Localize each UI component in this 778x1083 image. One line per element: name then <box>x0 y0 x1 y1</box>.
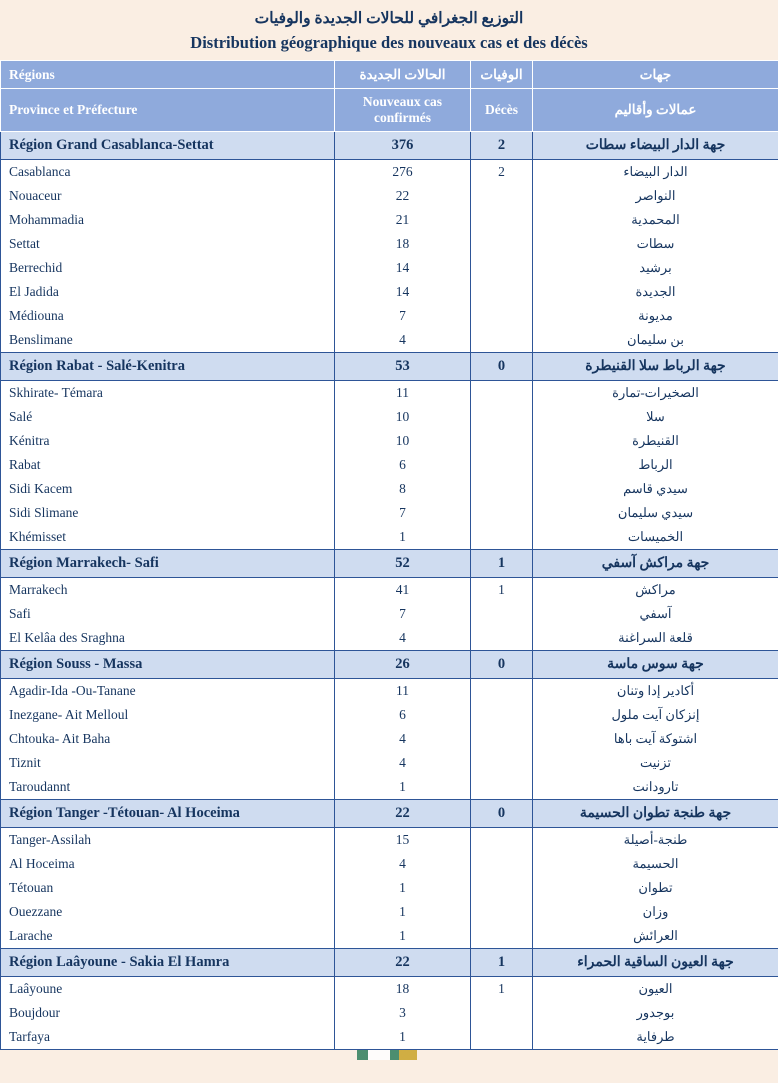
province-deaths <box>471 876 533 900</box>
region-row <box>1 949 778 977</box>
province-deaths <box>471 280 533 304</box>
province-name-fr: Tanger-Assilah <box>1 828 335 853</box>
header-regions-ar: جهات <box>533 61 778 89</box>
province-new-cases: 8 <box>335 477 471 501</box>
province-name-fr: Agadir-Ida -Ou-Tanane <box>1 679 335 704</box>
header-new-cases-ar: الحالات الجديدة <box>335 61 471 89</box>
footer-strip <box>0 1050 778 1060</box>
region-name-ar: جهة العيون الساقية الحمراء <box>533 949 778 977</box>
province-new-cases: 1 <box>335 775 471 800</box>
province-name-fr: Mohammadia <box>1 208 335 232</box>
province-name-fr: Inezgane- Ait Melloul <box>1 703 335 727</box>
province-new-cases: 4 <box>335 328 471 353</box>
region-new-cases: 22 <box>335 949 471 977</box>
province-row <box>1 977 778 1002</box>
region-name-fr: Région Grand Casablanca-Settat <box>1 132 335 160</box>
region-name-fr: Région Rabat - Salé-Kenitra <box>1 353 335 381</box>
province-name-fr: Khémisset <box>1 525 335 550</box>
province-new-cases: 22 <box>335 184 471 208</box>
province-new-cases: 1 <box>335 900 471 924</box>
region-new-cases: 376 <box>335 132 471 160</box>
province-deaths <box>471 1001 533 1025</box>
table-header-row-1 <box>1 61 778 89</box>
province-deaths <box>471 900 533 924</box>
region-deaths: 0 <box>471 651 533 679</box>
province-deaths <box>471 405 533 429</box>
province-deaths <box>471 924 533 949</box>
province-name-fr: Nouaceur <box>1 184 335 208</box>
province-row <box>1 679 778 704</box>
province-deaths <box>471 1025 533 1050</box>
province-new-cases: 1 <box>335 876 471 900</box>
province-name-fr: Larache <box>1 924 335 949</box>
province-name-ar: مراكش <box>533 578 778 603</box>
table-body <box>1 132 778 1050</box>
province-deaths <box>471 328 533 353</box>
province-deaths: 1 <box>471 578 533 603</box>
province-name-ar: الجديدة <box>533 280 778 304</box>
province-name-fr: Laâyoune <box>1 977 335 1002</box>
province-row <box>1 453 778 477</box>
province-name-fr: Taroudannt <box>1 775 335 800</box>
province-name-ar: اشتوكة آيت باها <box>533 727 778 751</box>
geographic-distribution-table <box>0 60 778 1050</box>
province-new-cases: 41 <box>335 578 471 603</box>
region-row <box>1 550 778 578</box>
province-row <box>1 381 778 406</box>
table-header-row-2 <box>1 89 778 132</box>
province-name-ar: العرائش <box>533 924 778 949</box>
province-row <box>1 626 778 651</box>
province-name-fr: Sidi Slimane <box>1 501 335 525</box>
province-row <box>1 160 778 185</box>
region-new-cases: 22 <box>335 800 471 828</box>
province-new-cases: 7 <box>335 501 471 525</box>
region-deaths: 0 <box>471 353 533 381</box>
province-new-cases: 11 <box>335 381 471 406</box>
province-name-ar: الصخيرات-تمارة <box>533 381 778 406</box>
province-row <box>1 501 778 525</box>
region-new-cases: 52 <box>335 550 471 578</box>
region-name-fr: Région Tanger -Tétouan- Al Hoceima <box>1 800 335 828</box>
province-deaths <box>471 429 533 453</box>
region-name-ar: جهة سوس ماسة <box>533 651 778 679</box>
province-deaths <box>471 381 533 406</box>
province-deaths <box>471 525 533 550</box>
province-new-cases: 11 <box>335 679 471 704</box>
province-row <box>1 775 778 800</box>
province-new-cases: 6 <box>335 703 471 727</box>
province-name-ar: مديونة <box>533 304 778 328</box>
province-name-fr: Benslimane <box>1 328 335 353</box>
province-row <box>1 1001 778 1025</box>
province-row <box>1 525 778 550</box>
page-title-french: Distribution géographique des nouveaux cas et des décès <box>190 32 588 52</box>
province-row <box>1 703 778 727</box>
province-name-ar: بن سليمان <box>533 328 778 353</box>
header-regions-fr: Régions <box>1 61 335 89</box>
footer-logo-mark <box>357 1050 417 1060</box>
province-row <box>1 328 778 353</box>
province-row <box>1 208 778 232</box>
province-row <box>1 602 778 626</box>
region-row <box>1 800 778 828</box>
province-row <box>1 852 778 876</box>
province-name-ar: الرباط <box>533 453 778 477</box>
province-name-ar: تارودانت <box>533 775 778 800</box>
province-deaths: 1 <box>471 977 533 1002</box>
province-name-ar: العيون <box>533 977 778 1002</box>
province-name-ar: المحمدية <box>533 208 778 232</box>
province-row <box>1 828 778 853</box>
province-new-cases: 4 <box>335 852 471 876</box>
province-row <box>1 232 778 256</box>
province-name-ar: آسفي <box>533 602 778 626</box>
region-row <box>1 132 778 160</box>
province-row <box>1 304 778 328</box>
province-new-cases: 14 <box>335 256 471 280</box>
province-row <box>1 727 778 751</box>
province-new-cases: 7 <box>335 304 471 328</box>
province-row <box>1 900 778 924</box>
province-deaths <box>471 232 533 256</box>
header-deaths-ar: الوفيات <box>471 61 533 89</box>
province-new-cases: 276 <box>335 160 471 185</box>
province-row <box>1 429 778 453</box>
province-new-cases: 1 <box>335 924 471 949</box>
province-deaths <box>471 184 533 208</box>
region-new-cases: 26 <box>335 651 471 679</box>
province-name-fr: Chtouka- Ait Baha <box>1 727 335 751</box>
province-deaths <box>471 703 533 727</box>
province-new-cases: 3 <box>335 1001 471 1025</box>
province-row <box>1 280 778 304</box>
province-name-ar: القنيطرة <box>533 429 778 453</box>
province-name-fr: Boujdour <box>1 1001 335 1025</box>
province-row <box>1 578 778 603</box>
region-name-ar: جهة طنجة تطوان الحسيمة <box>533 800 778 828</box>
province-name-ar: سيدي قاسم <box>533 477 778 501</box>
province-name-ar: سيدي سليمان <box>533 501 778 525</box>
province-row <box>1 477 778 501</box>
province-row <box>1 876 778 900</box>
document-titles <box>0 0 778 60</box>
province-name-ar: طرفاية <box>533 1025 778 1050</box>
province-name-ar: قلعة السراغنة <box>533 626 778 651</box>
province-deaths: 2 <box>471 160 533 185</box>
province-deaths <box>471 679 533 704</box>
province-row <box>1 1025 778 1050</box>
province-name-fr: Berrechid <box>1 256 335 280</box>
province-name-fr: Safi <box>1 602 335 626</box>
province-deaths <box>471 751 533 775</box>
province-deaths <box>471 256 533 280</box>
region-deaths: 0 <box>471 800 533 828</box>
province-name-ar: وزان <box>533 900 778 924</box>
province-row <box>1 924 778 949</box>
province-name-fr: Casablanca <box>1 160 335 185</box>
province-name-ar: النواصر <box>533 184 778 208</box>
region-name-fr: Région Marrakech- Safi <box>1 550 335 578</box>
header-province-ar: عمالات وأقاليم <box>533 89 778 132</box>
province-name-fr: Tétouan <box>1 876 335 900</box>
province-name-fr: Al Hoceima <box>1 852 335 876</box>
province-name-fr: Skhirate- Témara <box>1 381 335 406</box>
page-title-arabic: التوزيع الجغرافي للحالات الجديدة والوفيات <box>254 10 524 27</box>
province-name-fr: Médiouna <box>1 304 335 328</box>
province-new-cases: 4 <box>335 751 471 775</box>
region-name-ar: جهة الدار البيضاء سطات <box>533 132 778 160</box>
province-name-fr: Sidi Kacem <box>1 477 335 501</box>
province-new-cases: 1 <box>335 525 471 550</box>
province-deaths <box>471 626 533 651</box>
province-name-fr: Tarfaya <box>1 1025 335 1050</box>
province-new-cases: 21 <box>335 208 471 232</box>
province-name-ar: بوجدور <box>533 1001 778 1025</box>
province-deaths <box>471 477 533 501</box>
province-new-cases: 7 <box>335 602 471 626</box>
region-row <box>1 353 778 381</box>
region-name-fr: Région Laâyoune - Sakia El Hamra <box>1 949 335 977</box>
province-deaths <box>471 775 533 800</box>
province-name-fr: Tiznit <box>1 751 335 775</box>
province-new-cases: 18 <box>335 232 471 256</box>
province-name-ar: تزنيت <box>533 751 778 775</box>
region-name-ar: جهة مراكش آسفي <box>533 550 778 578</box>
region-row <box>1 651 778 679</box>
province-new-cases: 14 <box>335 280 471 304</box>
province-row <box>1 405 778 429</box>
province-deaths <box>471 501 533 525</box>
province-new-cases: 10 <box>335 405 471 429</box>
province-name-fr: El Jadida <box>1 280 335 304</box>
province-name-fr: El Kelâa des Sraghna <box>1 626 335 651</box>
province-name-fr: Marrakech <box>1 578 335 603</box>
province-name-ar: تطوان <box>533 876 778 900</box>
province-name-ar: برشيد <box>533 256 778 280</box>
province-name-fr: Settat <box>1 232 335 256</box>
province-deaths <box>471 727 533 751</box>
province-row <box>1 184 778 208</box>
province-name-fr: Salé <box>1 405 335 429</box>
region-new-cases: 53 <box>335 353 471 381</box>
province-new-cases: 6 <box>335 453 471 477</box>
region-name-ar: جهة الرباط سلا القنيطرة <box>533 353 778 381</box>
region-name-fr: Région Souss - Massa <box>1 651 335 679</box>
province-new-cases: 15 <box>335 828 471 853</box>
province-name-ar: الحسيمة <box>533 852 778 876</box>
province-name-fr: Kénitra <box>1 429 335 453</box>
header-province-fr: Province et Préfecture <box>1 89 335 132</box>
province-name-ar: طنجة-أصيلة <box>533 828 778 853</box>
table-header <box>1 61 778 132</box>
province-new-cases: 10 <box>335 429 471 453</box>
province-deaths <box>471 208 533 232</box>
province-name-ar: أكادير إدا وتنان <box>533 679 778 704</box>
region-deaths: 2 <box>471 132 533 160</box>
province-new-cases: 4 <box>335 727 471 751</box>
province-name-ar: سلا <box>533 405 778 429</box>
region-deaths: 1 <box>471 550 533 578</box>
province-name-ar: الدار البيضاء <box>533 160 778 185</box>
region-deaths: 1 <box>471 949 533 977</box>
province-new-cases: 4 <box>335 626 471 651</box>
header-new-cases-fr: Nouveaux cas confirmés <box>335 89 471 132</box>
province-row <box>1 256 778 280</box>
province-deaths <box>471 852 533 876</box>
header-deaths-fr: Décès <box>471 89 533 132</box>
province-row <box>1 751 778 775</box>
province-name-fr: Ouezzane <box>1 900 335 924</box>
province-name-fr: Rabat <box>1 453 335 477</box>
province-deaths <box>471 828 533 853</box>
province-deaths <box>471 304 533 328</box>
province-name-ar: الخميسات <box>533 525 778 550</box>
province-deaths <box>471 453 533 477</box>
province-name-ar: إنزكان آيت ملول <box>533 703 778 727</box>
province-new-cases: 18 <box>335 977 471 1002</box>
province-new-cases: 1 <box>335 1025 471 1050</box>
province-deaths <box>471 602 533 626</box>
province-name-ar: سطات <box>533 232 778 256</box>
